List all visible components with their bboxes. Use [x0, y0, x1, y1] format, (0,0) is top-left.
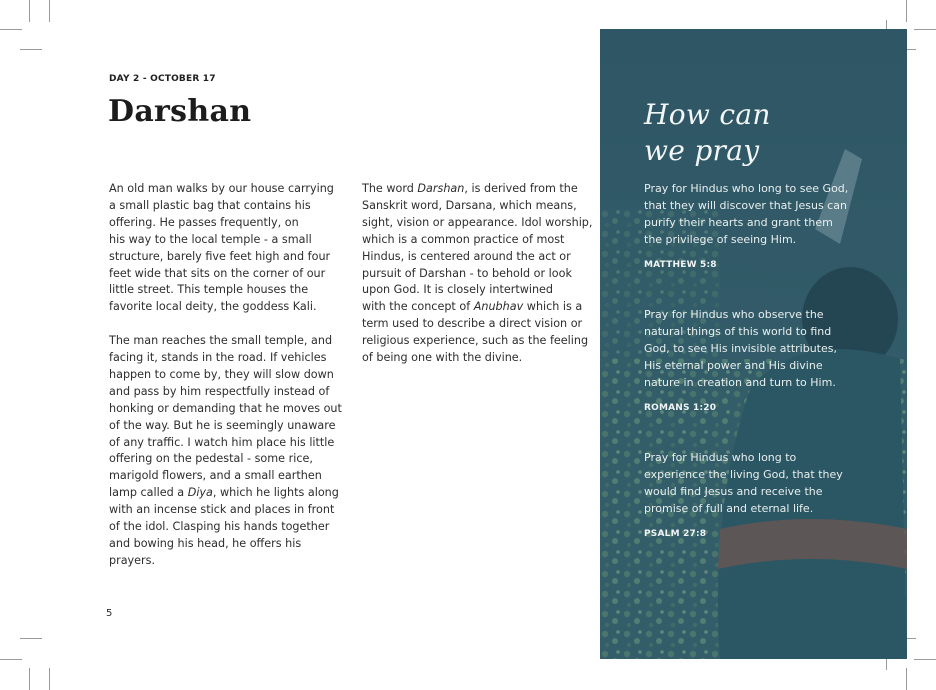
text-line: would find Jesus and receive the	[644, 484, 823, 498]
text-line: structure, barely five feet high and four	[109, 249, 331, 263]
text-line: little street. This temple houses the	[109, 283, 309, 297]
text-line: experience the living God, that they	[644, 467, 843, 481]
text-line: Pray for Hindus who long to see God,	[644, 182, 849, 195]
page-title: Darshan	[108, 94, 252, 129]
text-line: term used to describe a direct vision or	[362, 317, 583, 331]
text-line: God, to see His invisible attributes,	[644, 341, 837, 355]
prayer-text	[644, 181, 848, 249]
text-line: His eternal power and His divine	[644, 358, 823, 372]
panel-title-line: How can	[644, 98, 771, 131]
crop-mark	[49, 0, 50, 22]
text-line: honking or demanding that he moves out	[109, 401, 342, 415]
body-column-right	[362, 181, 593, 384]
text-line: Sanskrit word, Darsana, which means,	[362, 198, 577, 212]
text-line: feet wide that sits on the corner of our	[109, 266, 326, 280]
text-line: that they will discover that Jesus can	[644, 198, 847, 212]
text-line: The word Darshan, is derived from the	[362, 182, 578, 195]
crop-mark	[914, 29, 936, 30]
paragraph	[109, 333, 341, 570]
text-line: of any traffic. I watch him place his little	[109, 435, 335, 449]
text-line: Hindus, is centered around the act or	[362, 249, 571, 263]
paragraph	[109, 181, 341, 316]
text-line: Pray for Hindus who long to	[644, 451, 797, 464]
crop-mark	[20, 638, 42, 639]
scripture-reference: PSALM 27:8	[644, 529, 707, 539]
text-line: favorite local deity, the goddess Kali.	[109, 300, 317, 314]
page-number: 5	[106, 608, 113, 619]
prayer-panel	[600, 29, 907, 659]
text-line: promise of full and eternal life.	[644, 501, 814, 515]
text-line: upon God. It is closely intertwined	[362, 283, 554, 297]
text-line: marigold flowers, and a small earthen	[109, 469, 322, 483]
crop-mark	[0, 29, 22, 30]
crop-mark	[29, 668, 30, 690]
scripture-reference: MATTHEW 5:8	[644, 260, 717, 270]
text-line: offering on the pedestal - some rice,	[109, 452, 313, 466]
crop-mark	[914, 659, 936, 660]
text-line: the privilege of seeing Him.	[644, 232, 797, 246]
panel-title	[644, 97, 771, 169]
text-line: happen to come by, they will slow down	[109, 367, 334, 381]
text-line: The man reaches the small temple, and	[109, 334, 333, 348]
text-line: with the concept of Anubhav which is a	[362, 300, 583, 314]
prayer-text	[644, 307, 837, 392]
text-line: religious experience, such as the feeling	[362, 334, 589, 348]
text-line: pursuit of Darshan - to behold or look	[362, 266, 572, 280]
day-label: DAY 2 - OCTOBER 17	[109, 74, 216, 84]
crop-mark	[29, 0, 30, 22]
text-line: his way to the local temple - a small	[109, 232, 312, 246]
prayer-text	[644, 450, 843, 518]
text-line: of the way. But he is seemingly unaware	[109, 418, 336, 432]
text-line: Pray for Hindus who observe the	[644, 308, 824, 321]
text-line: a small plastic bag that contains his	[109, 198, 311, 212]
text-line: and bowing his head, he offers his	[109, 537, 302, 551]
text-line: purify their hearts and grant them	[644, 215, 833, 229]
text-line: nature in creation and turn to Him.	[644, 375, 836, 389]
text-line: natural things of this world to find	[644, 324, 832, 338]
panel-title-line: we pray	[644, 134, 760, 167]
text-line: facing it, stands in the road. If vehicles	[109, 351, 327, 365]
crop-mark	[20, 49, 42, 50]
crop-mark	[906, 0, 907, 22]
text-line: with an incense stick and places in front	[109, 503, 335, 517]
text-line: and pass by him respectfully instead of	[109, 384, 330, 398]
text-line: of being one with the divine.	[362, 351, 523, 365]
text-line: prayers.	[109, 553, 156, 567]
text-line: lamp called a Diya, which he lights along	[109, 486, 339, 500]
text-line: An old man walks by our house carrying	[109, 182, 334, 195]
body-column-left	[109, 181, 341, 587]
text-line: sight, vision or appearance. Idol worship,	[362, 215, 593, 229]
paragraph	[362, 181, 593, 367]
crop-mark	[906, 668, 907, 690]
text-line: which is a common practice of most	[362, 232, 565, 246]
text-line: offering. He passes frequently, on	[109, 215, 299, 229]
text-line: of the idol. Clasping his hands together	[109, 520, 330, 534]
scripture-reference: ROMANS 1:20	[644, 403, 717, 413]
crop-mark	[49, 668, 50, 690]
crop-mark	[0, 659, 22, 660]
